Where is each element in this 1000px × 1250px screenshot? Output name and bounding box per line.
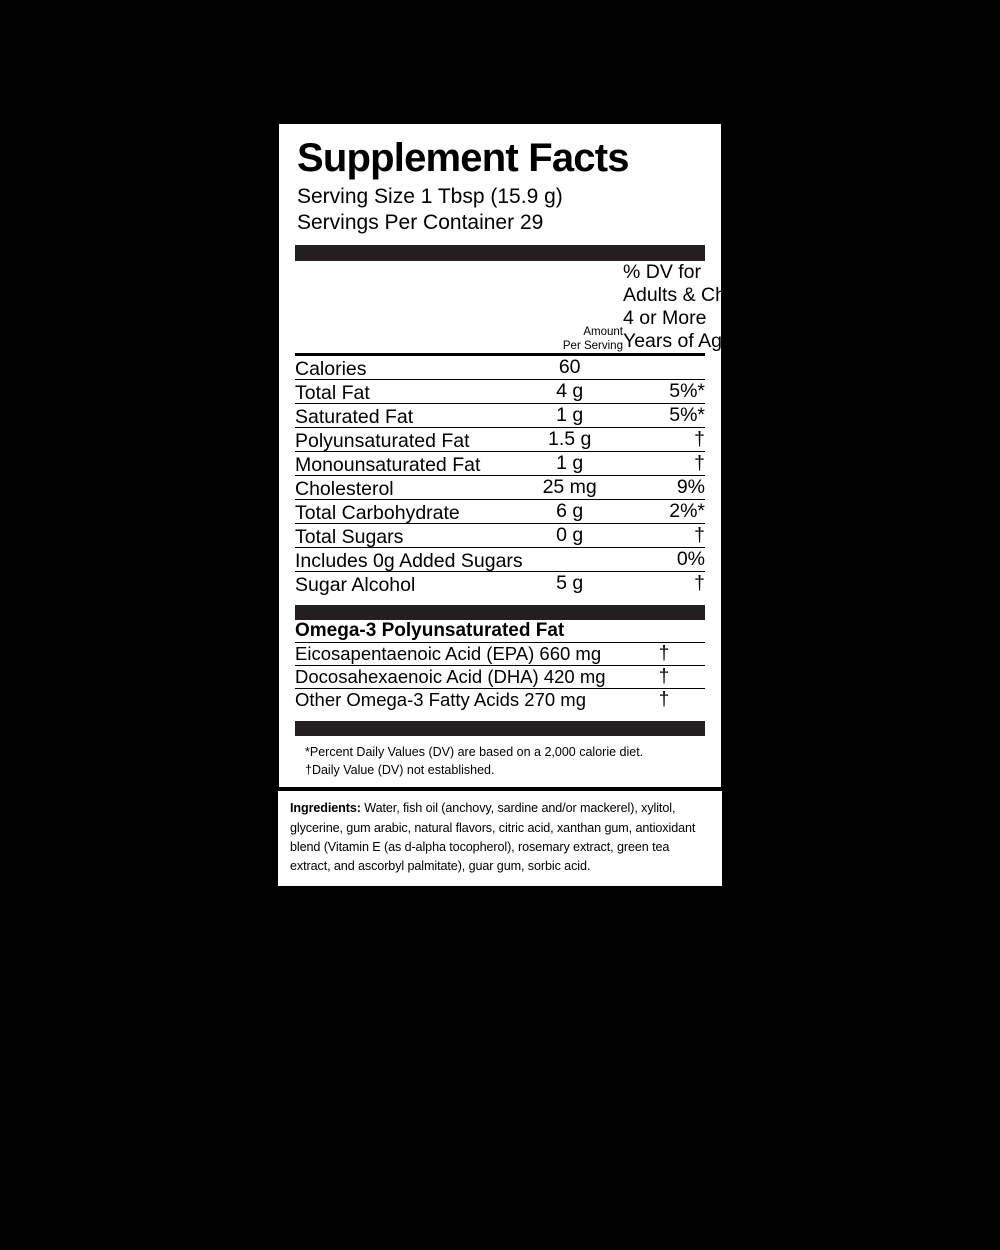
- row-amount: [516, 548, 623, 572]
- header-dv-line1: % DV for: [622, 261, 702, 284]
- page-title: Supplement Facts: [297, 136, 629, 180]
- footnotes: [295, 736, 705, 781]
- row-amount: 1 g: [556, 452, 584, 475]
- table-row: [295, 548, 705, 572]
- row-dv: †: [658, 643, 670, 665]
- row-label: Eicosapentaenoic Acid (EPA) 660 mg: [295, 643, 602, 665]
- table-row: [295, 428, 705, 452]
- row-amount: 0 g: [556, 524, 584, 547]
- omega-table: [295, 620, 705, 711]
- row-label: Total Sugars: [295, 525, 404, 548]
- row-amount: 6 g: [556, 500, 584, 523]
- omega-section-heading: Omega-3 Polyunsaturated Fat: [295, 620, 565, 642]
- row-amount: 5 g: [556, 572, 584, 595]
- header-daily-value: [622, 261, 774, 355]
- row-amount: 1.5 g: [548, 428, 592, 451]
- table-row: [295, 452, 705, 476]
- table-row: [295, 666, 705, 689]
- row-label: Saturated Fat: [295, 405, 414, 428]
- header-dv-line2: Adults & Children: [622, 284, 774, 307]
- ingredients-label: Ingredients:: [290, 801, 361, 816]
- row-amount: 1 g: [556, 404, 584, 427]
- header-spacer: [295, 261, 516, 355]
- row-dv: †: [658, 689, 670, 711]
- row-dv: [623, 356, 705, 380]
- row-label: Sugar Alcohol: [295, 573, 416, 596]
- row-dv: 5%*: [669, 404, 705, 427]
- row-dv: †: [694, 524, 705, 547]
- servings-per-container-text: Servings Per Container 29: [297, 210, 544, 234]
- divider-bar-omega: [295, 605, 705, 620]
- row-amount: 60: [558, 356, 581, 379]
- row-label: Docosahexaenoic Acid (DHA) 420 mg: [295, 666, 606, 688]
- row-label: Cholesterol: [295, 477, 394, 500]
- row-label: Total Carbohydrate: [295, 501, 460, 524]
- footnote-dagger: †Daily Value (DV) not established.: [305, 763, 495, 778]
- table-row: [295, 500, 705, 524]
- header-amount-line2: Per Serving: [562, 339, 623, 352]
- header-dv-line3: 4 or More: [622, 307, 707, 330]
- table-row: [295, 524, 705, 548]
- row-amount: 25 mg: [542, 476, 597, 499]
- divider-bar-footnotes: [295, 721, 705, 736]
- row-label: Calories: [295, 357, 367, 380]
- row-dv: 0%: [676, 548, 705, 571]
- row-label: Total Fat: [295, 381, 370, 404]
- header-amount-per-serving: [516, 261, 623, 355]
- row-label: Monounsaturated Fat: [295, 453, 481, 476]
- header-dv-line4: Years of Age: [622, 330, 733, 353]
- row-label: Other Omega-3 Fatty Acids 270 mg: [295, 689, 586, 711]
- ingredients-box: [275, 791, 725, 889]
- table-row: [295, 404, 705, 428]
- row-dv: †: [694, 452, 705, 475]
- table-row: [295, 572, 705, 595]
- ingredients-text: Water, fish oil (anchovy, sardine and/or mackerel), xylitol, glycerine, gum arabic, natural flavors, citric acid, xanthan gum, antioxidant blend (Vitamin E (as d-alpha tocopherol), rosemary extract, green tea extract, and ascorbyl palmitate), guar gum, sorbic acid.: [290, 801, 696, 873]
- table-row: [295, 380, 705, 404]
- table-row: [295, 643, 705, 666]
- serving-size-text: Serving Size 1 Tbsp (15.9 g): [297, 185, 563, 208]
- table-row: [295, 689, 705, 711]
- divider-bar-top: [295, 245, 705, 261]
- row-label: Polyunsaturated Fat: [295, 429, 470, 452]
- row-dv: 2%*: [669, 500, 705, 523]
- table-header-row: [295, 261, 705, 355]
- nutrition-table: [295, 261, 774, 596]
- row-dv: †: [694, 428, 705, 451]
- row-label: Includes 0g Added Sugars: [295, 549, 523, 572]
- table-row: [295, 356, 705, 380]
- facts-panel: [275, 120, 774, 791]
- omega-heading-row: [295, 620, 705, 643]
- table-row: [295, 476, 705, 500]
- row-amount: 4 g: [556, 380, 584, 403]
- row-dv: 9%: [676, 476, 705, 499]
- row-dv: †: [694, 572, 705, 595]
- footnote-percent-dv: *Percent Daily Values (DV) are based on a 2,000 calorie diet.: [305, 745, 644, 760]
- row-dv: †: [658, 666, 670, 688]
- header-amount-line1: Amount: [583, 326, 623, 339]
- omega-heading-spacer: [623, 620, 705, 643]
- supplement-facts-label: [275, 120, 774, 889]
- row-dv: 5%*: [669, 380, 705, 403]
